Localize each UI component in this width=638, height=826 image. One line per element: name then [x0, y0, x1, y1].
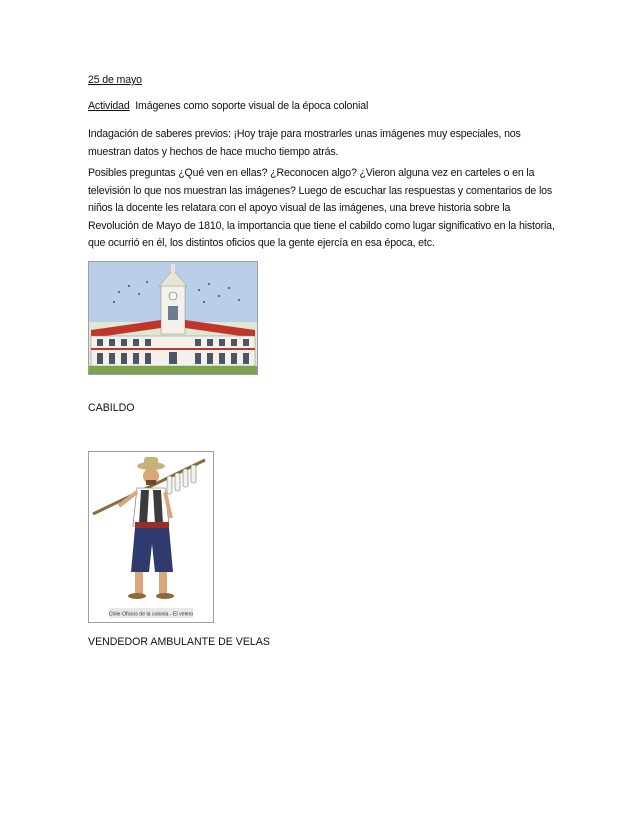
caption-cabildo: CABILDO [88, 402, 135, 414]
vendedor-image [88, 451, 214, 623]
activity-label: Actividad [88, 100, 130, 112]
activity-line [88, 98, 558, 116]
vendedor-image-caption: Chile Oficios de la colonia - El velero [108, 611, 194, 618]
cabildo-image [88, 261, 258, 375]
vendedor-illustration [89, 452, 213, 622]
paragraph-indagacion: Indagación de saberes previos: ¡Hoy traje para mostrarles unas imágenes muy especiales, nos muestran datos y hechos de hace mucho tiempo atrás. [88, 128, 521, 158]
date-heading: 25 de mayo [88, 74, 142, 86]
activity-text: Imágenes como soporte visual de la época colonial [135, 100, 369, 112]
cabildo-illustration [89, 262, 257, 374]
paragraph-preguntas: Posibles preguntas ¿Qué ven en ellas? ¿Reconocen algo? ¿Vieron alguna vez en carteles o en la televisión lo que nos muestran las imágenes? Luego de escuchar las respuestas y comentarios de los niños la docente les relatara con el apoyo visual de las imágenes, una breve historia sobre la Revolución de Mayo de 1810, la importancia que tiene el cabildo como lugar significativo en la historia, que ocurrió en él, los distintos oficios que la gente ejercía en esa época, etc. [88, 167, 555, 250]
caption-vendedor: VENDEDOR AMBULANTE DE VELAS [88, 636, 270, 648]
